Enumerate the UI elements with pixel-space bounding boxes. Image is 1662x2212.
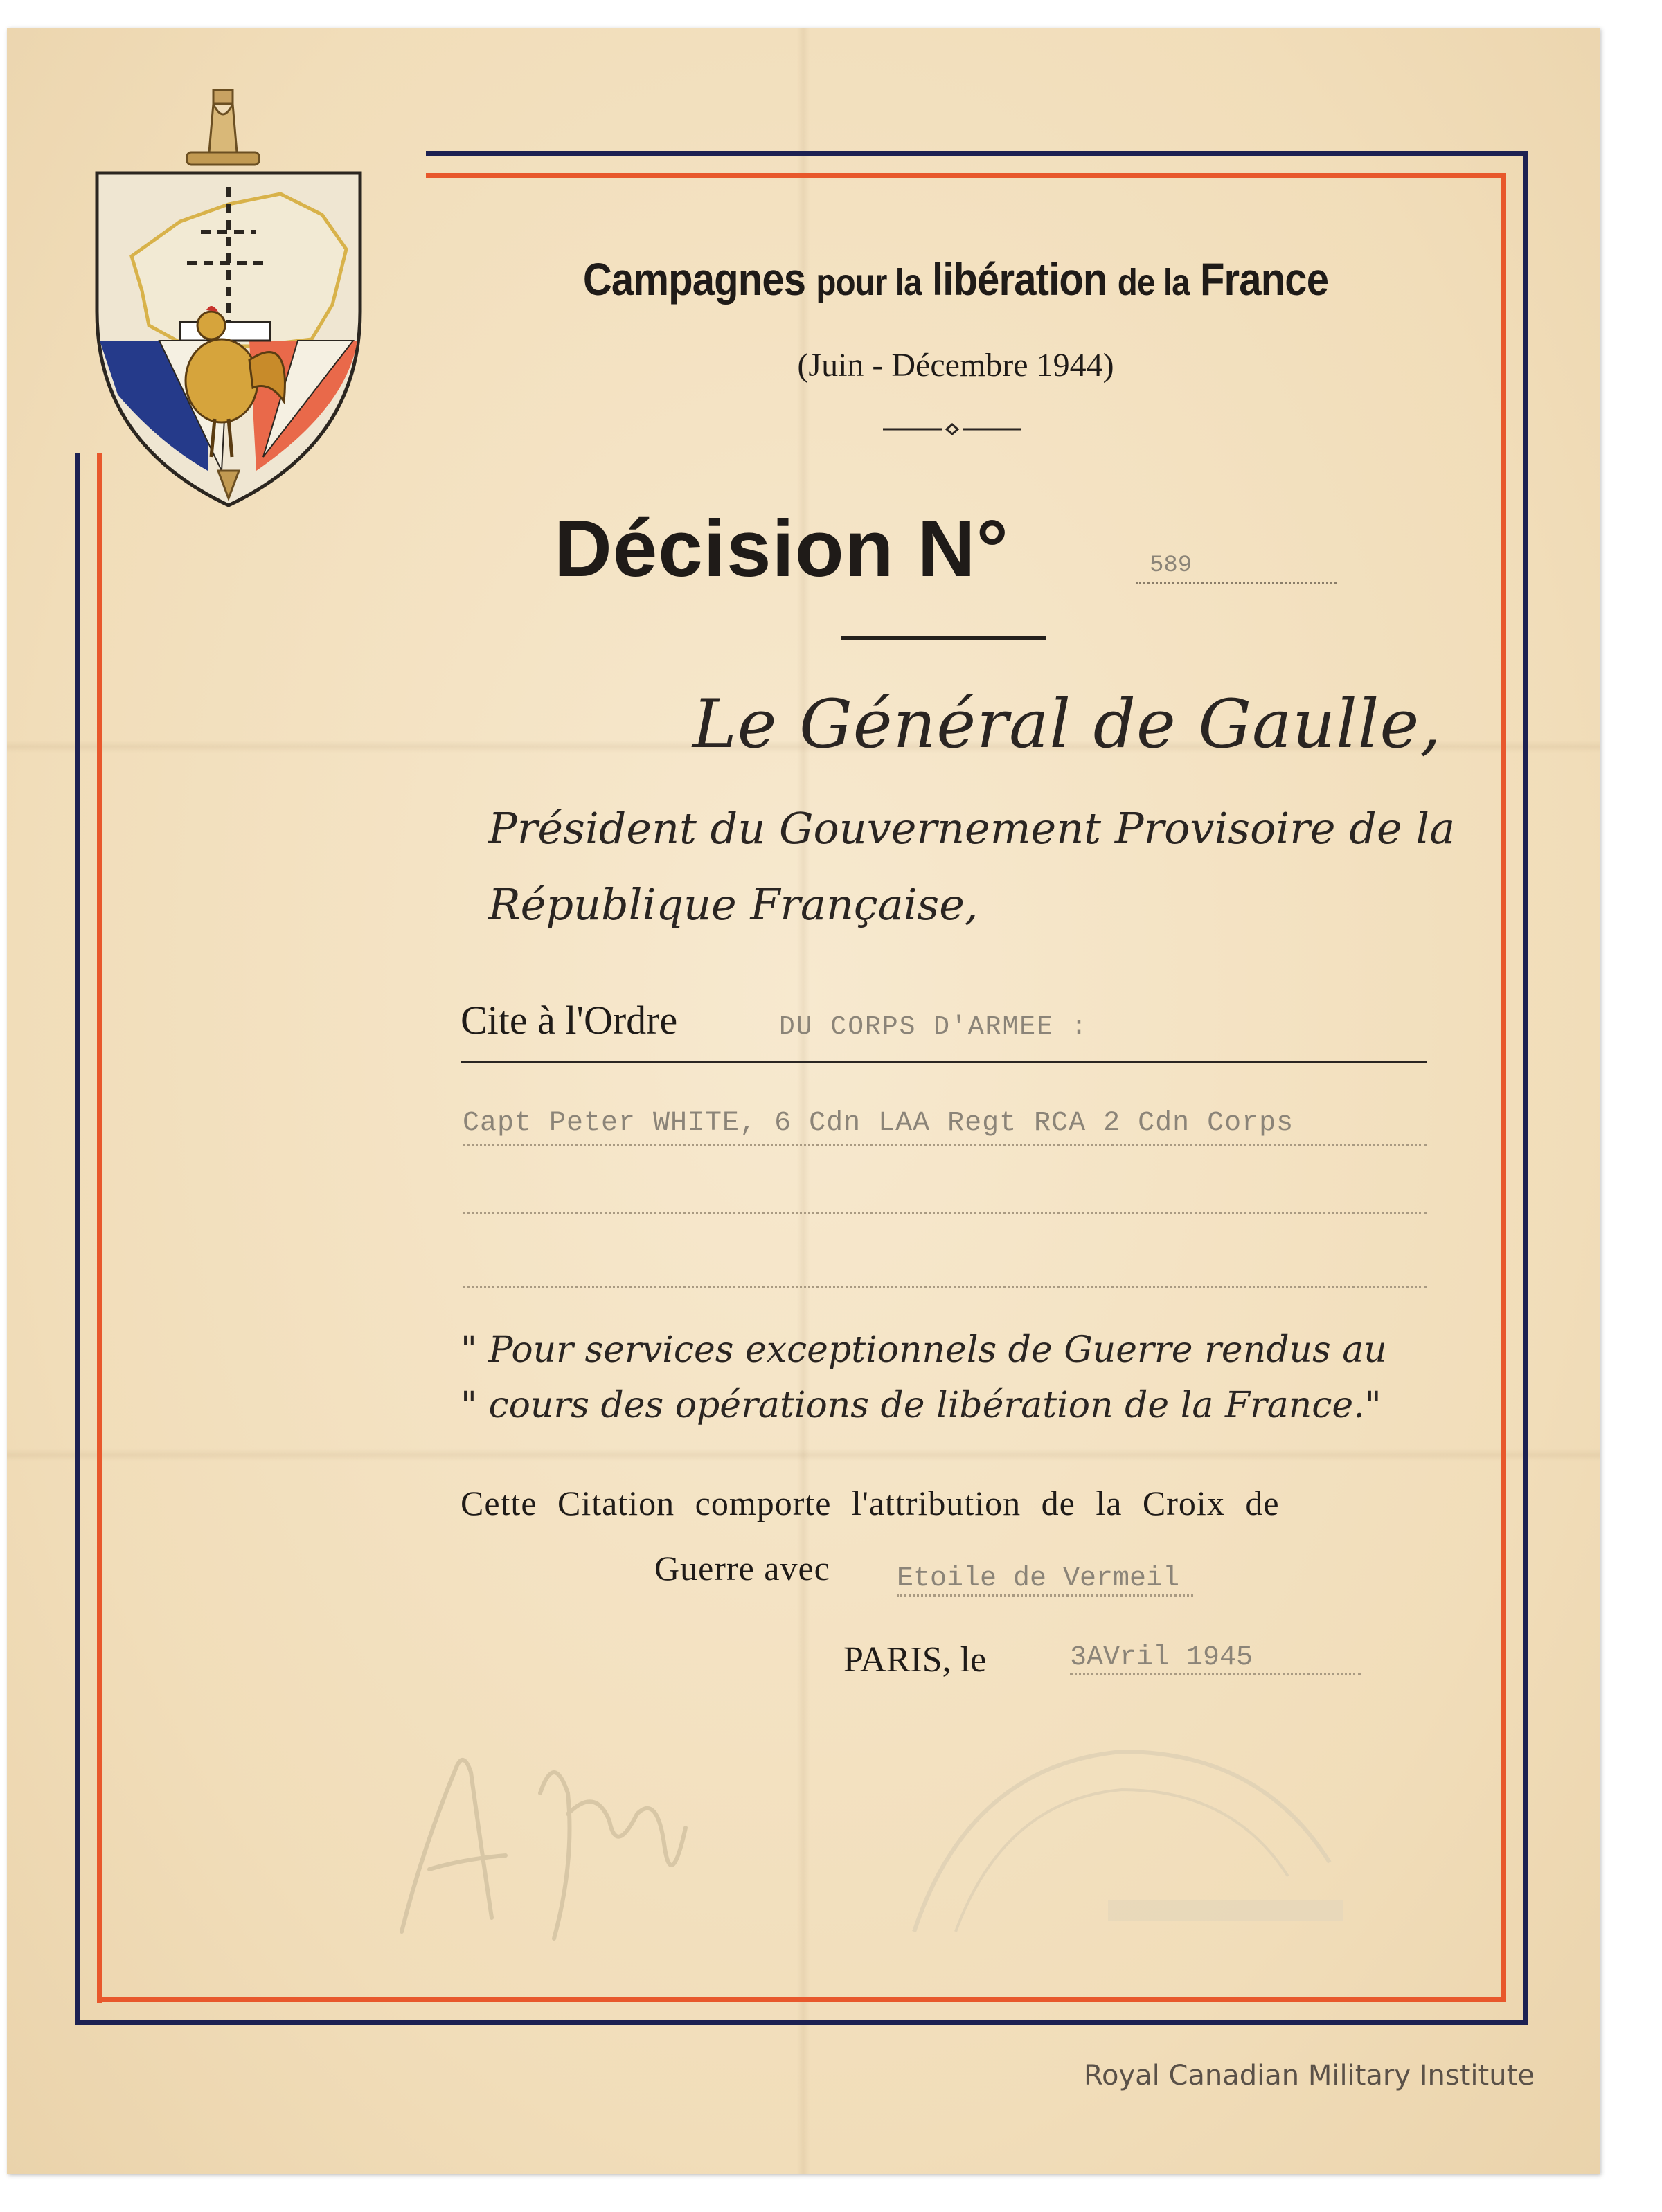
border-top-orange	[426, 173, 1506, 178]
border-bottom-blue	[75, 2020, 1528, 2025]
issuer-role-line1: Président du Gouvernement Provisoire de la	[488, 803, 1456, 854]
border-right-blue	[1524, 151, 1528, 2024]
issuer-role-line2: République Française,	[488, 879, 979, 930]
title-word: France	[1199, 253, 1329, 305]
border-bottom-orange	[97, 1997, 1506, 2002]
border-right-orange	[1501, 173, 1506, 2002]
blank-dotted-line	[463, 1286, 1427, 1288]
campaign-title	[492, 253, 1419, 305]
border-left-orange	[97, 453, 102, 2003]
place-label: PARIS, le	[843, 1640, 987, 1680]
citation-quote-line1: " Pour services exceptionnels de Guerre rendus au	[461, 1329, 1387, 1371]
citation-order: DU CORPS D'ARMEE :	[779, 1012, 1089, 1042]
citation-quote-line2: " cours des opérations de libération de la France."	[461, 1385, 1382, 1426]
title-word: pour la	[816, 262, 922, 303]
issuer-name: Le Général de Gaulle,	[692, 685, 1442, 763]
campaign-dates: (Juin - Décembre 1944)	[797, 347, 1114, 384]
decision-heading: Décision N°	[554, 503, 1009, 593]
border-left-blue	[75, 453, 80, 2025]
institution-credit: Royal Canadian Military Institute	[1084, 2060, 1535, 2092]
title-word: Campagnes	[582, 253, 806, 305]
recipient-dotted-line	[463, 1144, 1427, 1146]
award-star-type: Etoile de Vermeil	[897, 1563, 1193, 1597]
faint-official-stamp	[873, 1724, 1399, 1959]
citation-underline	[461, 1061, 1427, 1063]
award-text-line1: Cette Citation comporte l'attribution de la Croix de	[461, 1484, 1280, 1522]
citation-label: Cite à l'Ordre	[461, 998, 678, 1043]
title-word: libération	[931, 253, 1107, 305]
faint-signature	[360, 1710, 748, 1959]
border-top-blue	[426, 151, 1528, 156]
recipient-name: Capt Peter WHITE, 6 Cdn LAA Regt RCA 2 Cdn Corps	[463, 1108, 1294, 1139]
decision-number: 589	[1136, 552, 1337, 584]
liberation-shield-emblem	[83, 83, 374, 526]
blank-dotted-line	[463, 1212, 1427, 1214]
heading-separator	[841, 636, 1046, 640]
title-word: de la	[1117, 262, 1190, 303]
award-text-line2: Guerre avec	[654, 1549, 830, 1588]
title-ornament-divider	[883, 419, 1021, 440]
issue-date: 3AVril 1945	[1070, 1642, 1361, 1675]
